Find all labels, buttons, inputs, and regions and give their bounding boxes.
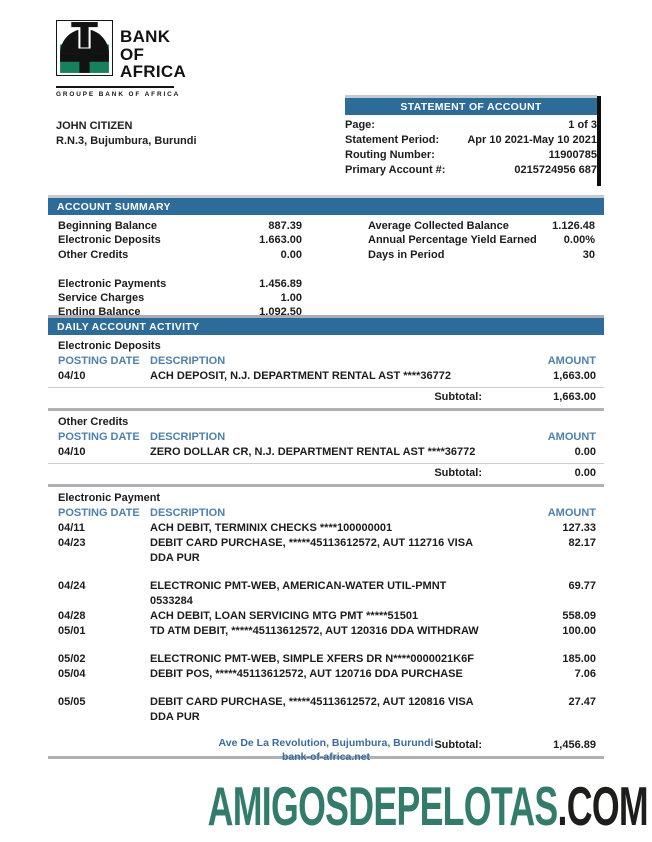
brand-groupe-text: GROUPE BANK OF AFRICA (56, 91, 181, 98)
subtotal-label: Subtotal: (434, 467, 482, 479)
cell-description: DEBIT CARD PURCHASE, *****45113612572, AUT 112716 VISA DDA PUR (150, 537, 473, 564)
table-row (48, 652, 604, 667)
cell-description: DEBIT POS, *****45113612572, AUT 120716 DDA PURCHASE (150, 668, 463, 680)
summary-label: Electronic Payments (58, 277, 167, 290)
row-label: Page: (345, 119, 375, 131)
table-header-row (48, 354, 604, 369)
watermark-main-text: AMIGOSDEPELOTAS (207, 775, 558, 837)
table-header-row (48, 506, 604, 521)
watermark-suffix-text: .COM (557, 775, 648, 837)
cell-date: 04/10 (58, 370, 86, 382)
activity-subsection-other-credits (48, 415, 604, 487)
row-label: Primary Account #: (345, 164, 446, 176)
cell-amount: 185.00 (562, 653, 596, 665)
cell-description: DEBIT CARD PURCHASE, *****45113612572, AUT 120816 VISA DDA PUR (150, 696, 474, 723)
row-value: 1 of 3 (568, 119, 597, 131)
row-value: 0215724956 687 (514, 164, 597, 176)
daily-activity-title: DAILY ACCOUNT ACTIVITY (57, 320, 200, 333)
col-description: DESCRIPTION (150, 355, 226, 367)
brand-word-line: OF (120, 44, 145, 64)
summary-row-spacer (58, 262, 302, 276)
cell-description: ELECTRONIC PMT-WEB, AMERICAN-WATER UTIL-PMNT 0533284 (150, 580, 447, 607)
customer-block (56, 119, 197, 149)
summary-label: Average Collected Balance (368, 220, 509, 232)
summary-label: Service Charges (58, 292, 145, 305)
brand-word-line: AFRICA (120, 62, 187, 81)
col-amount: AMOUNT (547, 431, 596, 443)
cell-amount: 27.47 (568, 696, 596, 708)
summary-row (58, 291, 302, 305)
bank-address: Ave De La Revolution, Bujumbura, Burundi (218, 737, 434, 749)
cell-description: ELECTRONIC PMT-WEB, SIMPLE XFERS DR N****0000021K6F (150, 653, 474, 665)
table-row (48, 667, 604, 682)
scan-artifact-bar (597, 96, 601, 186)
cell-description: ACH DEBIT, LOAN SERVICING MTG PMT *****51501 (150, 610, 419, 622)
cell-description: ACH DEPOSIT, N.J. DEPARTMENT RENTAL AST ****36772 (150, 370, 451, 382)
summary-row (368, 219, 595, 233)
account-summary-section (48, 195, 604, 320)
summary-value: 1.00 (280, 292, 302, 305)
watermark (208, 774, 648, 838)
summary-value: 30 (582, 248, 595, 261)
statement-row-page (345, 118, 597, 133)
table-row (48, 536, 604, 566)
daily-account-activity-section (48, 315, 604, 759)
activity-subsection-electronic-deposits (48, 339, 604, 411)
bank-website: bank-of-africa.net (281, 751, 371, 763)
subtotal-label: Subtotal: (434, 739, 482, 751)
bank-logo-block (56, 20, 187, 98)
account-summary-header (48, 198, 604, 215)
statement-row-account (345, 163, 597, 178)
subtotal-row (48, 389, 604, 406)
brand-word-line: BANK (120, 27, 171, 46)
summary-value: 1.126.48 (552, 220, 595, 232)
col-amount: AMOUNT (547, 355, 596, 367)
summary-value: 887.39 (268, 220, 302, 232)
summary-label: Electronic Deposits (58, 234, 161, 247)
col-posting-date: POSTING DATE (58, 507, 140, 519)
cell-amount: 558.09 (562, 610, 596, 622)
summary-row (58, 248, 302, 262)
summary-row (368, 248, 595, 262)
col-posting-date: POSTING DATE (58, 355, 140, 367)
subsection-title: Electronic Payment (58, 492, 161, 504)
summary-value: 0.00 (280, 248, 302, 261)
summary-row (58, 277, 302, 291)
cell-amount: 7.06 (574, 668, 596, 680)
row-label: Statement Period: (345, 134, 440, 146)
summary-row (58, 233, 302, 247)
bank-of-africa-logo-icon (56, 20, 113, 82)
customer-address: R.N.3, Bujumbura, Burundi (56, 135, 197, 147)
summary-row (58, 219, 302, 233)
table-row (48, 579, 604, 609)
cell-amount: 69.77 (568, 580, 596, 592)
table-row (48, 695, 604, 725)
col-posting-date: POSTING DATE (58, 431, 140, 443)
col-description: DESCRIPTION (150, 431, 226, 443)
divider (48, 387, 604, 388)
summary-value: 0.00% (563, 234, 595, 247)
summary-label: Beginning Balance (58, 220, 158, 232)
statement-row-period (345, 133, 597, 148)
activity-subsection-electronic-payment (48, 491, 604, 759)
subtotal-value: 1,663.00 (553, 391, 596, 403)
table-header-row (48, 430, 604, 445)
subtotal-value: 1,456.89 (553, 739, 596, 751)
statement-footer (0, 736, 652, 764)
col-description: DESCRIPTION (150, 507, 226, 519)
statement-of-account-title: STATEMENT OF ACCOUNT (400, 100, 542, 113)
subtotal-value: 0.00 (574, 467, 596, 479)
row-label: Routing Number: (345, 149, 435, 161)
table-row (48, 609, 604, 624)
table-row (48, 445, 604, 460)
table-row (48, 624, 604, 639)
summary-label: Ending Balance (58, 306, 141, 319)
brand-wordmark (120, 28, 186, 81)
summary-row (368, 233, 595, 247)
summary-label: Annual Percentage Yield Earned (368, 234, 537, 247)
summary-value: 1.663.00 (259, 234, 302, 247)
section-divider (48, 484, 604, 487)
table-row (48, 369, 604, 384)
cell-date: 05/02 (58, 653, 86, 665)
divider (48, 463, 604, 464)
row-value: 11900785 (548, 149, 597, 161)
summary-label: Other Credits (58, 248, 129, 261)
cell-date: 05/04 (58, 668, 86, 680)
cell-description: TD ATM DEBIT, *****45113612572, AUT 120316 DDA WITHDRAW (150, 625, 479, 637)
cell-date: 04/28 (58, 610, 86, 622)
cell-date: 04/10 (58, 446, 86, 458)
cell-amount: 0.00 (574, 446, 596, 458)
row-value: Apr 10 2021-May 10 2021 (467, 134, 597, 146)
cell-description: ACH DEBIT, TERMINIX CHECKS ****100000001 (150, 522, 393, 534)
cell-amount: 127.33 (562, 522, 596, 534)
cell-amount: 100.00 (562, 625, 596, 637)
col-amount: AMOUNT (547, 507, 596, 519)
subsection-title: Other Credits (58, 416, 129, 428)
cell-date: 05/05 (58, 696, 86, 708)
statement-of-account-header (345, 98, 597, 115)
cell-description: ZERO DOLLAR CR, N.J. DEPARTMENT RENTAL AST ****36772 (150, 446, 476, 458)
account-summary-title: ACCOUNT SUMMARY (57, 200, 171, 213)
table-row (48, 521, 604, 536)
cell-date: 04/23 (58, 537, 86, 549)
summary-value: 1.092.50 (259, 306, 302, 319)
cell-date: 04/24 (58, 580, 86, 592)
summary-value: 1.456.89 (259, 277, 302, 290)
customer-name: JOHN CITIZEN (56, 120, 133, 132)
summary-label: Days in Period (368, 248, 445, 261)
statement-row-routing (345, 148, 597, 163)
statement-of-account-box (345, 95, 597, 178)
subsection-title: Electronic Deposits (58, 340, 161, 352)
subtotal-row (48, 465, 604, 482)
cell-date: 05/01 (58, 625, 86, 637)
cell-amount: 1,663.00 (553, 370, 596, 382)
cell-date: 04/11 (58, 522, 85, 534)
daily-activity-header (48, 318, 604, 335)
brand-divider (56, 86, 174, 88)
cell-amount: 82.17 (568, 537, 596, 549)
section-divider (48, 408, 604, 411)
subtotal-label: Subtotal: (434, 391, 482, 403)
